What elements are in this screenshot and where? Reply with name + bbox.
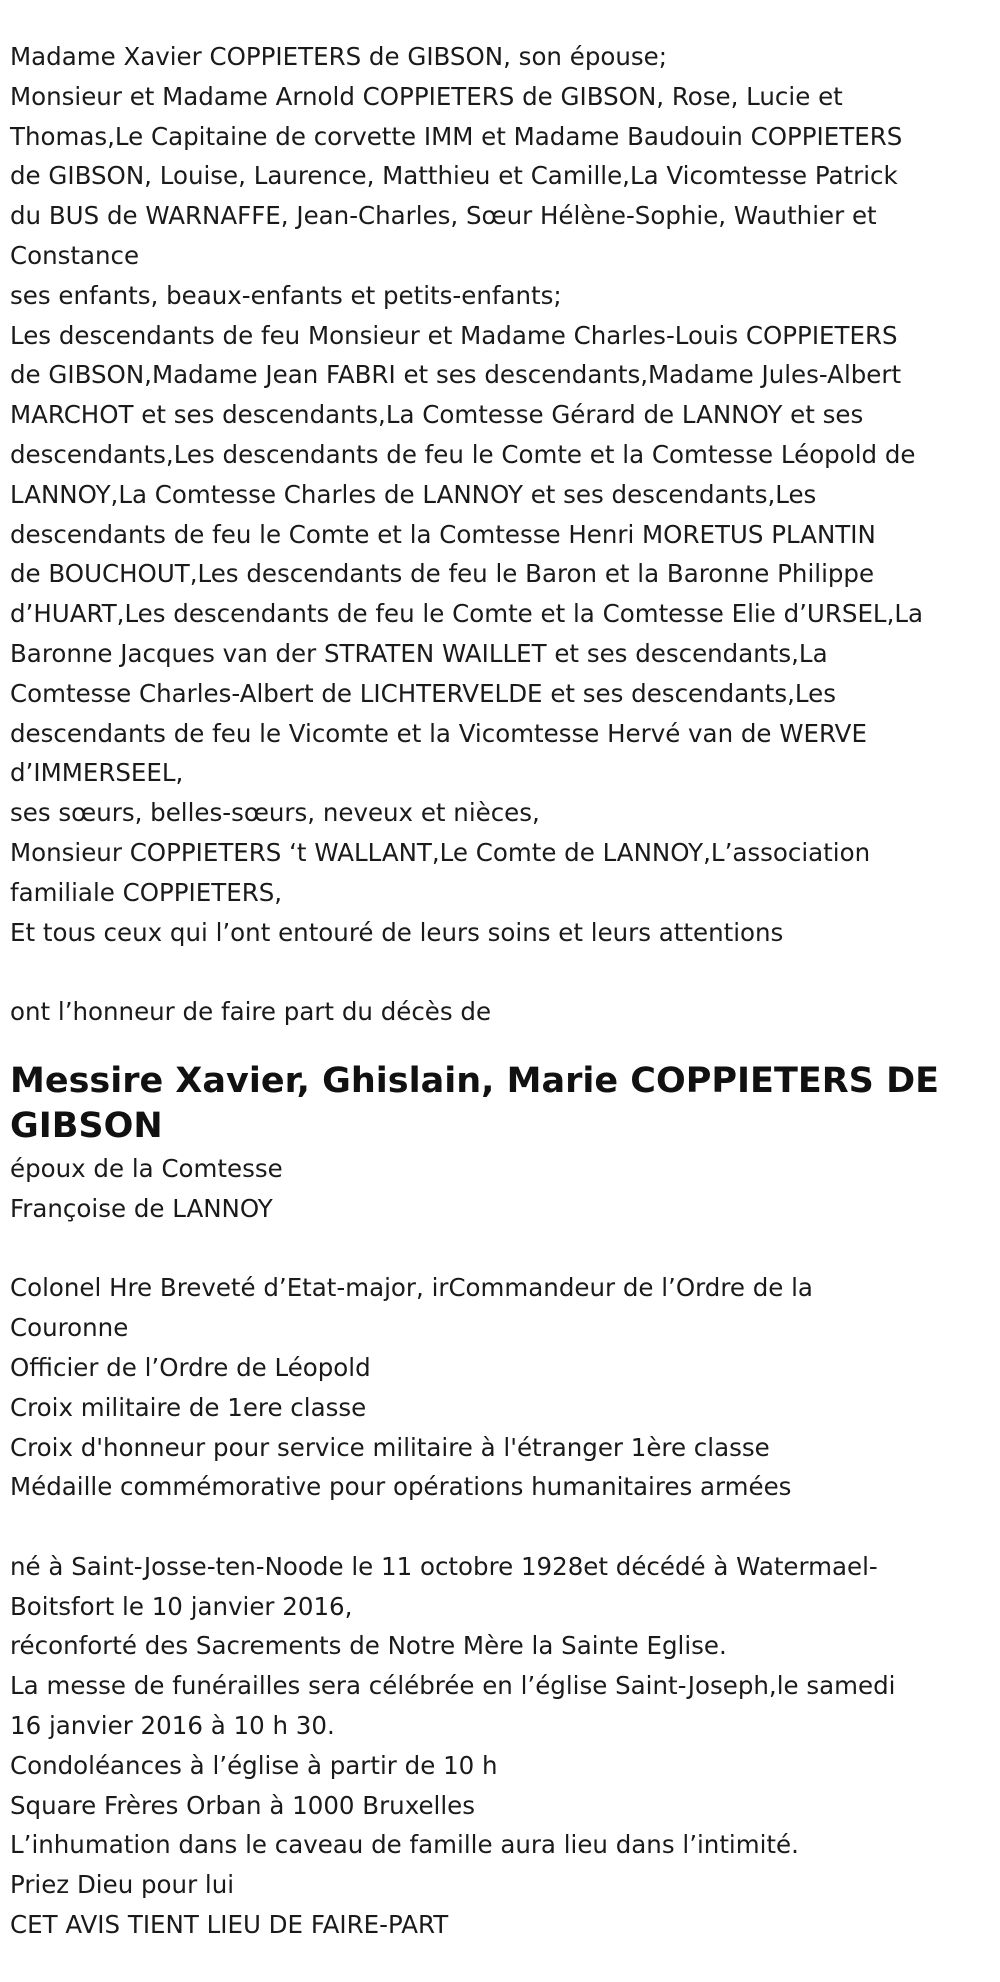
family-line: de GIBSON, Louise, Laurence, Matthieu et Camille,La Vicomtesse Patrick — [10, 161, 898, 191]
family-line: Monsieur COPPIETERS ‘t WALLANT,Le Comte de LANNOY,L’association — [10, 837, 871, 867]
spouse-line: époux de la Comtesse — [10, 1153, 283, 1183]
family-line: de BOUCHOUT,Les descendants de feu le Baron et la Baronne Philippe — [10, 559, 875, 589]
detail-line: L’inhumation dans le caveau de famille aura lieu dans l’intimité. — [10, 1830, 799, 1860]
family-line: LANNOY,La Comtesse Charles de LANNOY et ses descendants,Les — [10, 479, 817, 509]
family-line: Constance — [10, 240, 140, 270]
honor-line: Colonel Hre Breveté d’Etat-major, irCommandeur de l’Ordre de la — [10, 1273, 813, 1303]
honor-line: Croix d'honneur pour service militaire à l'étranger 1ère classe — [10, 1432, 770, 1462]
intro-text — [10, 992, 990, 1032]
detail-line: La messe de funérailles sera célébrée en l’église Saint-Joseph,le samedi — [10, 1671, 896, 1701]
detail-line: Condoléances à l’église à partir de 10 h — [10, 1750, 498, 1780]
spacer — [10, 1229, 990, 1269]
details-list — [10, 1547, 990, 1945]
honor-line: Médaille commémorative pour opérations humanitaires armées — [10, 1472, 792, 1502]
family-line: Baronne Jacques van der STRATEN WAILLET et ses descendants,La — [10, 638, 828, 668]
family-line: Les descendants de feu Monsieur et Madame Charles-Louis COPPIETERS — [10, 320, 898, 350]
deceased-name — [10, 1059, 990, 1149]
spouse-line: Françoise de LANNOY — [10, 1193, 273, 1223]
detail-line: Priez Dieu pour lui — [10, 1870, 235, 1900]
intro-line: ont l’honneur de faire part du décès de — [10, 997, 492, 1027]
detail-line: Square Frères Orban à 1000 Bruxelles — [10, 1790, 475, 1820]
family-line: d’IMMERSEEL, — [10, 758, 184, 788]
family-line: du BUS de WARNAFFE, Jean-Charles, Sœur Hélène-Sophie, Wauthier et — [10, 201, 877, 231]
family-line: de GIBSON,Madame Jean FABRI et ses descendants,Madame Jules-Albert — [10, 360, 902, 390]
family-line: descendants de feu le Comte et la Comtesse Henri MORETUS PLANTIN — [10, 519, 876, 549]
spouse-info — [10, 1149, 990, 1229]
detail-line: réconforté des Sacrements de Notre Mère la Sainte Eglise. — [10, 1631, 727, 1661]
family-line: Madame Xavier COPPIETERS de GIBSON, son épouse; — [10, 42, 667, 71]
detail-line: Boitsfort le 10 janvier 2016, — [10, 1591, 353, 1621]
honor-line: Officier de l’Ordre de Léopold — [10, 1352, 371, 1382]
detail-line: 16 janvier 2016 à 10 h 30. — [10, 1711, 335, 1741]
honor-line: Couronne — [10, 1313, 129, 1343]
family-line: ses sœurs, belles-sœurs, neveux et nièces, — [10, 798, 540, 828]
family-line: Monsieur et Madame Arnold COPPIETERS de GIBSON, Rose, Lucie et — [10, 81, 843, 111]
family-list — [10, 37, 990, 952]
family-line: familiale COPPIETERS, — [10, 877, 283, 907]
family-line: Thomas,Le Capitaine de corvette IMM et Madame Baudouin COPPIETERS — [10, 121, 903, 151]
honor-line: Croix militaire de 1ere classe — [10, 1392, 367, 1422]
family-line: descendants de feu le Vicomte et la Vicomtesse Hervé van de WERVE — [10, 718, 867, 748]
family-line: MARCHOT et ses descendants,La Comtesse Gérard de LANNOY et ses — [10, 400, 864, 430]
detail-line: né à Saint-Josse-ten-Noode le 11 octobre 1928et décédé à Watermael- — [10, 1551, 878, 1581]
detail-line: CET AVIS TIENT LIEU DE FAIRE-PART — [10, 1910, 449, 1940]
spacer — [10, 952, 990, 992]
family-line: descendants,Les descendants de feu le Comte et la Comtesse Léopold de — [10, 439, 916, 469]
family-line: Et tous ceux qui l’ont entouré de leurs soins et leurs attentions — [10, 917, 784, 947]
spacer — [10, 1507, 990, 1547]
deceased-name-line: Messire Xavier, Ghislain, Marie COPPIETERS DE — [10, 1060, 940, 1101]
family-line: d’HUART,Les descendants de feu le Comte et la Comtesse Elie d’URSEL,La — [10, 599, 924, 629]
family-line: ses enfants, beaux-enfants et petits-enfants; — [10, 280, 562, 310]
honors-list — [10, 1268, 990, 1507]
deceased-name-line: GIBSON — [10, 1105, 163, 1146]
family-line: Comtesse Charles-Albert de LICHTERVELDE et ses descendants,Les — [10, 678, 836, 708]
